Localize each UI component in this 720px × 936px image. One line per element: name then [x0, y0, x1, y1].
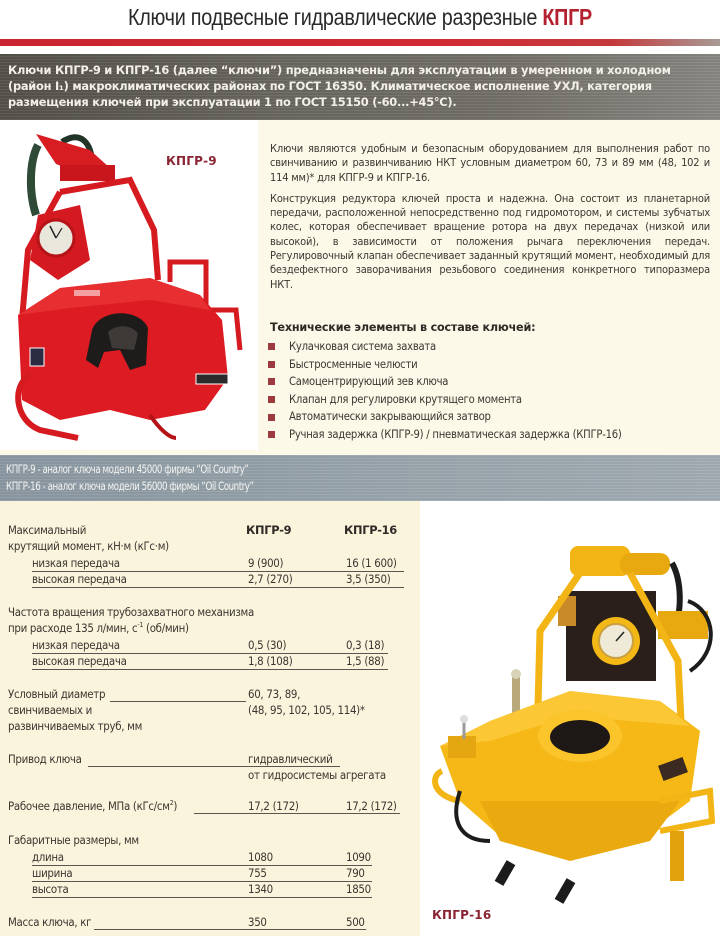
list-item-text: Самоцентрирующий зев ключа — [289, 375, 449, 389]
kpgr9-photo — [0, 120, 258, 450]
pressure-label-text: Рабочее давление, МПа (кГс/см — [8, 799, 170, 813]
kpgr9-photo-label: КПГР-9 — [166, 154, 217, 168]
dimension-height-label: высота — [32, 882, 69, 896]
list-item-text: Автоматически закрывающийся затвор — [289, 410, 491, 424]
pressure-unit-superscript: 2 — [169, 799, 174, 808]
rotation-high-kpgr9: 1,8 (108) — [248, 654, 293, 668]
row-rule — [32, 669, 388, 670]
diameter-label: Условный диаметр — [8, 687, 106, 701]
torque-label: Максимальный — [8, 523, 87, 537]
page-title — [50, 4, 669, 31]
square-bullet-icon — [268, 361, 275, 368]
kpgr16-photo — [420, 501, 720, 936]
rotation-label: Частота вращения трубозахватного механизма — [8, 605, 254, 619]
row-rule — [32, 865, 372, 866]
list-item — [268, 391, 622, 409]
dimension-width-kpgr16: 790 — [346, 866, 365, 880]
torque-low-label: низкая передача — [32, 556, 120, 570]
rotation-low-label: низкая передача — [32, 638, 120, 652]
drive-value-line1: гидравлический — [248, 752, 333, 766]
rotation-unit-superscript: -1 — [137, 621, 144, 630]
rotation-low-kpgr16: 0,3 (18) — [346, 638, 385, 652]
square-bullet-icon — [268, 431, 275, 438]
kpgr16-photo-label: КПГР-16 — [432, 908, 492, 922]
drive-value-line2: от гидросистемы агрегата — [248, 768, 386, 782]
pressure-label — [8, 799, 177, 813]
rotation-high-label: высокая передача — [32, 654, 127, 668]
drive-label: Привод ключа — [8, 752, 82, 766]
dimension-length-kpgr9: 1080 — [248, 850, 273, 864]
mass-kpgr16: 500 — [346, 915, 365, 929]
list-item — [268, 356, 622, 374]
row-rule — [32, 587, 404, 588]
description-paragraph: Ключи являются удобным и безопасным оборудованием для выполнения работ по свинчиванию и развинчиванию НКТ условным диаметром 60, 73 и 89 мм (48, 102 и 114 мм)* для КПГР-9 и КПГР-16. — [270, 142, 710, 184]
list-item-text: Ручная задержка (КПГР-9) / пневматическая задержка (КПГР-16) — [289, 427, 622, 441]
leader-rule — [110, 701, 246, 702]
leader-rule — [194, 813, 400, 814]
analog-note-kpgr9: КПГР-9 - аналог ключа модели 45000 фирмы “Oil Country” — [6, 463, 249, 476]
dimension-height-kpgr16: 1850 — [346, 882, 371, 896]
title-band — [0, 0, 720, 40]
pressure-label-tail: ) — [173, 799, 178, 813]
list-item — [268, 426, 622, 444]
description-paragraph: Конструкция редуктора ключей проста и надежна. Она состоит из планетарной передачи, расположенной непосредственно под гидромотором, и системы зубчатых колес, которая обеспечивает вращение ротора на двух передачах (низкой или высокой), в зависимости от положения рычага переключения передач. Регулировочный клапан обеспечивает заданный крутящий момент, необходимый для бездефектного заворачивания резьбового соединения конкретного типоразмера НКТ. — [270, 191, 710, 291]
square-bullet-icon — [268, 343, 275, 350]
dimension-length-kpgr16: 1090 — [346, 850, 371, 864]
rotation-label-tail: (об/мин) — [143, 621, 189, 635]
torque-high-kpgr16: 3,5 (350) — [346, 572, 391, 586]
column-header-kpgr16: КПГР-16 — [344, 523, 397, 537]
diameter-label-line3: развинчиваемых труб, мм — [8, 719, 143, 733]
rotation-label-line2 — [8, 621, 189, 635]
torque-high-kpgr9: 2,7 (270) — [248, 572, 293, 586]
analog-note-kpgr16: КПГР-16 - аналог ключа модели 56000 фирмы “Oil Country” — [6, 480, 254, 493]
tech-elements-list — [268, 338, 622, 444]
tech-elements-heading: Технические элементы в составе ключей: — [270, 321, 536, 334]
dimension-width-label: ширина — [32, 866, 73, 880]
dimensions-label: Габаритные размеры, мм — [8, 833, 139, 847]
intro-band — [0, 54, 720, 120]
list-item — [268, 408, 622, 426]
rotation-label-text: при расходе 135 л/мин, с — [8, 621, 138, 635]
red-divider — [0, 39, 720, 46]
leader-rule — [88, 766, 340, 767]
list-item-text: Быстросменные челюсти — [289, 357, 418, 371]
dimension-height-kpgr9: 1340 — [248, 882, 273, 896]
rotation-high-kpgr16: 1,5 (88) — [346, 654, 385, 668]
square-bullet-icon — [268, 414, 275, 421]
rotation-low-kpgr9: 0,5 (30) — [248, 638, 287, 652]
diameter-value-line2: (48, 95, 102, 105, 114)* — [248, 703, 365, 717]
square-bullet-icon — [268, 378, 275, 385]
dimension-length-label: длина — [32, 850, 64, 864]
row-rule — [32, 881, 372, 882]
mass-label: Масса ключа, кг — [8, 915, 92, 929]
leader-rule — [94, 929, 366, 930]
torque-label-line2: крутящий момент, кН·м (кГс·м) — [8, 539, 169, 553]
row-rule — [32, 897, 372, 898]
description — [270, 142, 710, 299]
diameter-value-line1: 60, 73, 89, — [248, 687, 301, 701]
torque-low-kpgr16: 16 (1 600) — [346, 556, 397, 570]
list-item — [268, 373, 622, 391]
specs-table — [0, 501, 420, 936]
red-tong-illustration — [0, 120, 258, 450]
diameter-label-line2: свинчиваемых и — [8, 703, 92, 717]
spacer — [0, 46, 720, 54]
yellow-tong-illustration — [420, 501, 720, 936]
list-item-text: Кулачковая система захвата — [289, 340, 436, 353]
pressure-kpgr9: 17,2 (172) — [248, 799, 299, 813]
torque-low-kpgr9: 9 (900) — [248, 556, 284, 570]
title-accent: КПГР — [542, 4, 592, 30]
torque-high-label: высокая передача — [32, 572, 127, 586]
list-item-text: Клапан для регулировки крутящего момента — [289, 392, 522, 406]
title-main: Ключи подвесные гидравлические разрезные — [127, 4, 543, 30]
list-item — [268, 338, 622, 356]
dimension-width-kpgr9: 755 — [248, 866, 267, 880]
square-bullet-icon — [268, 396, 275, 403]
pressure-kpgr16: 17,2 (172) — [346, 799, 397, 813]
analog-band — [0, 455, 720, 501]
intro-text: Ключи КПГР-9 и КПГР-16 (далее “ключи”) предназначены для эксплуатации в умеренном и холодном (район I₁) макроклиматических районах по ГОСТ 16350. Климатическое исполнение УХЛ, категория размещения ключей при эксплуатации 1 по ГОСТ 15150 (-60...+45°С). — [8, 63, 671, 109]
column-header-kpgr9: КПГР-9 — [246, 523, 292, 537]
mass-kpgr9: 350 — [248, 915, 267, 929]
